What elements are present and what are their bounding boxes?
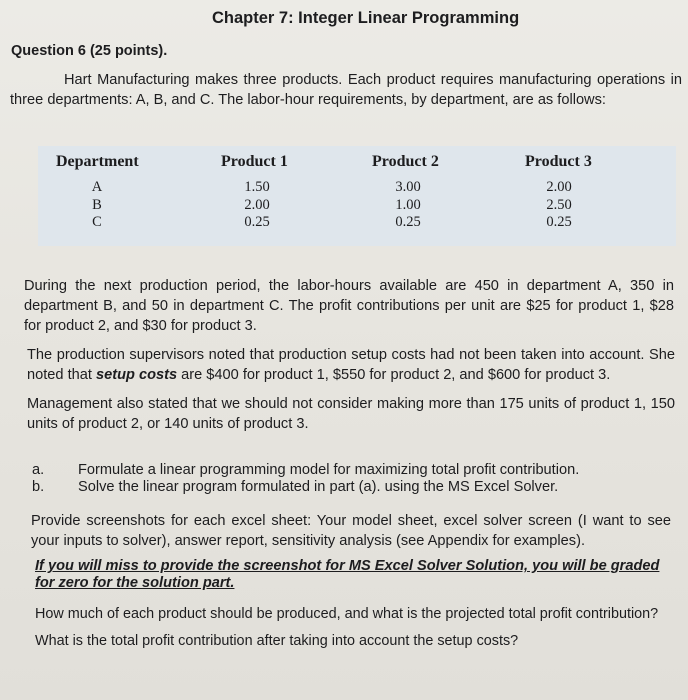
table-header-product-3: Product 3	[525, 153, 592, 170]
list-item	[27, 462, 667, 479]
table-cell: A	[91, 179, 103, 195]
table-cell: 2.00	[244, 196, 270, 213]
question-heading: Question 6 (25 points).	[11, 43, 168, 59]
question-setup-profit: What is the total profit contribution after taking into account the setup costs?	[35, 633, 519, 649]
setup-text-start: The production supervisors noted that production setup costs had not been taken into account. She noted that	[27, 347, 675, 383]
table-cell: 0.25	[244, 214, 270, 230]
product-2-column	[385, 179, 431, 232]
labor-hours-paragraph: During the next production period, the labor-hours available are 450 in department A, 350 in department B, and 50 in department C. The profit contributions per unit are $25 for product 1, $28 for product 2, and $30 for product 3.	[24, 278, 674, 334]
department-column	[86, 179, 108, 232]
table-cell: 1.50	[244, 179, 270, 195]
product-3-column	[536, 179, 582, 232]
table-cell: 0.25	[395, 214, 421, 230]
setup-text-end: are $400 for product 1, $550 for product 2, and $600 for product 3.	[177, 367, 611, 383]
task-label: b.	[32, 479, 45, 495]
grading-warning: If you will miss to provide the screenshot for MS Excel Solver Solution, you will be graded for zero for the solution part.	[35, 558, 660, 591]
product-1-column	[234, 179, 280, 232]
table-cell: 2.50	[546, 196, 572, 213]
table-cell: 0.25	[546, 214, 572, 230]
task-list	[27, 462, 667, 496]
task-text: Formulate a linear programming model for maximizing total profit contribution.	[78, 462, 580, 478]
labor-hours-table	[38, 146, 676, 246]
table-header-product-1: Product 1	[221, 153, 288, 170]
setup-costs-paragraph	[27, 345, 675, 385]
management-paragraph: Management also stated that we should not consider making more than 175 units of product 1, 150 units of product 2, or 140 units of product 3.	[27, 396, 675, 432]
question-production: How much of each product should be produced, and what is the projected total profit contribution?	[35, 606, 659, 622]
table-cell: C	[92, 214, 102, 230]
table-cell: 1.00	[395, 196, 421, 213]
table-header-product-2: Product 2	[372, 153, 439, 170]
task-label: a.	[32, 462, 45, 478]
chapter-title: Chapter 7: Integer Linear Programming	[212, 9, 520, 27]
screenshots-note: Provide screenshots for each excel sheet: Your model sheet, excel solver screen (I want to see your inputs to solver), answer report, sensitivity analysis (see Appendix for examples).	[31, 513, 671, 549]
setup-costs-emphasis: setup costs	[95, 367, 178, 383]
table-cell: 2.00	[546, 179, 572, 195]
table-cell: B	[92, 196, 102, 213]
table-header-department: Department	[56, 153, 139, 170]
task-text: Solve the linear program formulated in part (a). using the MS Excel Solver.	[78, 479, 559, 495]
table-cell: 3.00	[395, 179, 421, 195]
intro-paragraph: Hart Manufacturing makes three products. Each product requires manufacturing operations in three departments: A, B, and C. The labor-hour requirements, by department, are as follows:	[10, 72, 682, 108]
list-item	[27, 479, 667, 496]
